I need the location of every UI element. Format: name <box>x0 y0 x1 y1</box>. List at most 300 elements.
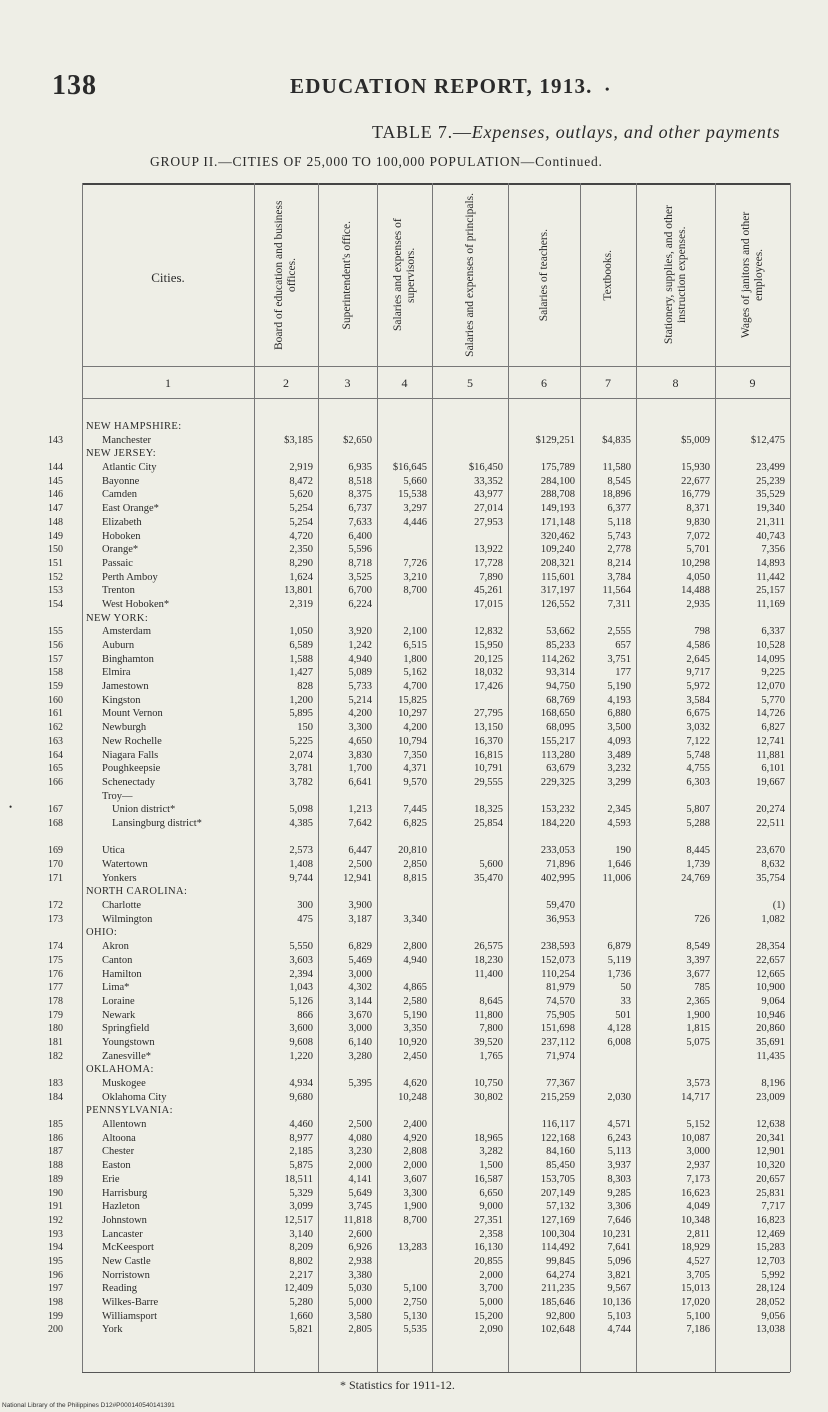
cell-col-9: 19,667 <box>756 776 785 788</box>
cell-col-6: 85,450 <box>546 1160 575 1172</box>
cell-col-4: 5,190 <box>403 1009 427 1021</box>
cell-col-4: 5,100 <box>403 1283 427 1295</box>
city-name: Kingston <box>102 694 141 706</box>
cell-col-4: 4,920 <box>403 1132 427 1144</box>
cell-col-2: 1,427 <box>289 667 313 679</box>
table-caption <box>372 122 780 143</box>
table-row <box>0 1255 828 1269</box>
row-number: 175 <box>48 954 63 966</box>
cell-col-8: 3,584 <box>686 694 710 706</box>
running-title <box>290 74 610 99</box>
state-heading-row <box>0 420 828 434</box>
cell-col-5: 9,000 <box>479 1201 503 1213</box>
cell-col-7: 3,784 <box>607 571 631 583</box>
row-number: 157 <box>48 653 63 665</box>
row-number: 188 <box>48 1160 63 1172</box>
table-row <box>0 844 828 858</box>
row-number: 198 <box>48 1297 63 1309</box>
row-number: 200 <box>48 1324 63 1336</box>
table-row <box>0 749 828 763</box>
cell-col-2: 5,895 <box>289 708 313 720</box>
table-top-rule <box>82 183 790 185</box>
column-header <box>715 190 790 360</box>
cell-col-6: 152,073 <box>540 954 575 966</box>
cell-col-9: 6,101 <box>761 763 785 775</box>
cell-col-9: 10,946 <box>756 1009 785 1021</box>
table-row <box>0 488 828 502</box>
cell-col-5: 17,015 <box>474 598 503 610</box>
cell-col-9: 10,900 <box>756 982 785 994</box>
cell-col-6: 75,905 <box>546 1009 575 1021</box>
cell-col-3: 5,030 <box>348 1283 372 1295</box>
cell-col-3: 5,000 <box>348 1297 372 1309</box>
cell-col-6: 94,750 <box>546 681 575 693</box>
city-name: Mount Vernon <box>102 708 163 720</box>
cell-col-7: 2,345 <box>607 804 631 816</box>
cell-col-3: 3,670 <box>348 1009 372 1021</box>
column-header-label: Salaries of teachers. <box>537 228 550 322</box>
column-header-cities: Cities. <box>151 270 185 285</box>
cell-col-8: 3,705 <box>686 1269 710 1281</box>
cell-col-3: 3,144 <box>348 995 372 1007</box>
cell-col-8: 8,371 <box>686 503 710 515</box>
cell-col-9: 5,770 <box>761 694 785 706</box>
cell-col-2: 8,472 <box>289 475 313 487</box>
cell-col-2: 2,394 <box>289 968 313 980</box>
row-number: 153 <box>48 585 63 597</box>
row-number: 164 <box>48 749 63 761</box>
state-name: NEW YORK: <box>86 612 149 624</box>
city-name: Manchester <box>102 434 151 446</box>
cell-col-7: 7,646 <box>607 1214 631 1226</box>
table-row <box>0 858 828 872</box>
cell-col-7: 3,937 <box>607 1160 631 1172</box>
cell-col-5: 13,150 <box>474 722 503 734</box>
cell-col-5: 27,351 <box>474 1214 503 1226</box>
city-name: Bayonne <box>102 475 140 487</box>
cell-col-9: 12,469 <box>756 1228 785 1240</box>
cell-col-9: 12,741 <box>756 735 785 747</box>
cell-col-3: 3,525 <box>348 571 372 583</box>
table-row <box>0 1228 828 1242</box>
cell-col-7: 9,285 <box>607 1187 631 1199</box>
city-name: Camden <box>102 489 137 501</box>
cell-col-6: 57,132 <box>546 1201 575 1213</box>
cell-col-4: 7,445 <box>403 804 427 816</box>
cell-col-8: 8,549 <box>686 941 710 953</box>
table-row <box>0 598 828 612</box>
cell-col-4: 3,350 <box>403 1023 427 1035</box>
city-name: Jamestown <box>102 681 149 693</box>
cell-col-7: 1,736 <box>607 968 631 980</box>
cell-col-9: 1,082 <box>761 913 785 925</box>
city-name: York <box>102 1324 123 1336</box>
cell-col-9: 11,169 <box>756 598 785 610</box>
row-number: 176 <box>48 968 63 980</box>
cell-col-7: 7,311 <box>607 598 631 610</box>
cell-col-7: 3,821 <box>607 1269 631 1281</box>
row-number: 165 <box>48 763 63 775</box>
row-number: 187 <box>48 1146 63 1158</box>
cell-col-8: 9,830 <box>686 516 710 528</box>
cell-col-4: 6,515 <box>403 640 427 651</box>
cell-col-8: 14,717 <box>681 1091 710 1103</box>
cell-col-8: 2,937 <box>686 1160 710 1172</box>
table-row <box>0 1077 828 1091</box>
table-row <box>0 530 828 544</box>
column-number: 8 <box>672 376 679 390</box>
cell-col-9: 12,638 <box>756 1119 785 1131</box>
row-number: 179 <box>48 1009 63 1021</box>
table-row <box>0 680 828 694</box>
cell-col-4: 5,535 <box>403 1324 427 1336</box>
row-number: 156 <box>48 640 63 651</box>
cell-col-4: 8,700 <box>403 1214 427 1226</box>
cell-col-8: 5,075 <box>686 1036 710 1048</box>
cell-col-4: 15,538 <box>398 489 427 501</box>
cell-col-2: 4,720 <box>289 530 313 542</box>
cell-col-3: 4,200 <box>348 708 372 720</box>
cell-col-5: 18,032 <box>474 667 503 679</box>
cell-col-5: 15,200 <box>474 1310 503 1322</box>
cell-col-9: 6,827 <box>761 722 785 734</box>
cell-col-6: 208,321 <box>540 557 575 569</box>
cell-col-6: 99,845 <box>546 1255 575 1267</box>
cell-col-3: 6,224 <box>348 598 372 610</box>
cell-col-5: 27,795 <box>474 708 503 720</box>
cell-col-2: 3,099 <box>289 1201 313 1213</box>
cell-col-7: 5,119 <box>607 954 631 966</box>
cell-col-9: 21,311 <box>756 516 785 528</box>
cell-col-3: 5,395 <box>348 1078 372 1090</box>
cell-col-4: 2,450 <box>403 1050 427 1062</box>
cell-col-8: 16,623 <box>681 1187 710 1199</box>
cell-col-6: 92,800 <box>546 1310 575 1322</box>
cell-col-2: 5,821 <box>289 1324 313 1336</box>
cell-col-3: 3,380 <box>348 1269 372 1281</box>
row-number: 163 <box>48 735 63 747</box>
cell-col-2: 1,588 <box>289 653 313 665</box>
cell-col-8: 4,527 <box>686 1255 710 1267</box>
cell-col-8: 24,769 <box>681 872 710 884</box>
cell-col-4: 4,371 <box>403 763 427 775</box>
table-row <box>0 913 828 927</box>
header-rule <box>82 366 790 367</box>
cell-col-6: 74,570 <box>546 995 575 1007</box>
row-number: 197 <box>48 1283 63 1295</box>
cell-col-7: 6,243 <box>607 1132 631 1144</box>
table-row <box>0 995 828 1009</box>
city-name: Charlotte <box>102 900 142 912</box>
row-number: 181 <box>48 1036 63 1048</box>
cell-col-8: 3,000 <box>686 1146 710 1158</box>
cell-col-9: 28,354 <box>756 941 785 953</box>
row-number: 170 <box>48 859 63 871</box>
cell-col-8: 1,815 <box>686 1023 710 1035</box>
row-number: 194 <box>48 1242 63 1254</box>
cell-col-7: 6,008 <box>607 1036 631 1048</box>
table-row <box>0 1173 828 1187</box>
table-row <box>0 735 828 749</box>
cell-col-6: 100,304 <box>540 1228 575 1240</box>
row-number: 161 <box>48 708 63 720</box>
cell-col-3: 5,469 <box>348 954 372 966</box>
cell-col-8: 7,173 <box>686 1173 710 1185</box>
cell-col-7: 3,232 <box>607 763 631 775</box>
cell-col-6: 71,974 <box>546 1050 575 1062</box>
cell-col-3: 2,500 <box>348 859 372 871</box>
cell-col-3: 3,230 <box>348 1146 372 1158</box>
table-caption-title: Expenses, outlays, and other payments <box>471 122 781 142</box>
row-number: 195 <box>48 1255 63 1267</box>
table-row <box>0 707 828 721</box>
cell-col-7: 2,555 <box>607 626 631 638</box>
cell-col-9: 16,823 <box>756 1214 785 1226</box>
library-imprint: National Library of the Philippines D12#P000140540141391 <box>2 1402 175 1409</box>
cell-col-2: 5,875 <box>289 1160 313 1172</box>
state-heading-row <box>0 1063 828 1077</box>
cell-col-8: 17,020 <box>681 1297 710 1309</box>
cell-col-7: 4,593 <box>607 817 631 829</box>
table-row <box>0 803 828 817</box>
row-number: 173 <box>48 913 63 925</box>
cell-col-9: 23,499 <box>756 462 785 474</box>
margin-bullet: • <box>9 802 13 812</box>
row-number: 182 <box>48 1050 63 1062</box>
table-row <box>0 666 828 680</box>
cell-col-9: 8,196 <box>761 1078 785 1090</box>
column-header-label: Salaries and expenses of supervisors. <box>391 218 417 332</box>
city-name: Williamsport <box>102 1310 157 1322</box>
cell-col-5: 10,750 <box>474 1078 503 1090</box>
cell-col-7: $4,835 <box>602 434 631 446</box>
cell-col-5: 39,520 <box>474 1036 503 1048</box>
cell-col-8: 5,807 <box>686 804 710 816</box>
city-name: Trenton <box>102 585 135 597</box>
cell-col-9: 6,337 <box>761 626 785 638</box>
cell-col-8: 3,573 <box>686 1078 710 1090</box>
cell-col-2: 3,140 <box>289 1228 313 1240</box>
cell-col-8: 5,152 <box>686 1119 710 1131</box>
cell-col-3: 7,642 <box>348 817 372 829</box>
cell-col-2: 5,280 <box>289 1297 313 1309</box>
cell-col-8: 15,013 <box>681 1283 710 1295</box>
cell-col-5: 27,953 <box>474 516 503 528</box>
cell-col-3: 3,000 <box>348 1023 372 1035</box>
cell-col-6: 153,705 <box>540 1173 575 1185</box>
cell-col-8: 3,397 <box>686 954 710 966</box>
cell-col-5: 11,800 <box>474 1009 503 1021</box>
cell-col-4: 10,297 <box>398 708 427 720</box>
cell-col-2: 3,603 <box>289 954 313 966</box>
table-row <box>0 1282 828 1296</box>
cell-col-2: 5,620 <box>289 489 313 501</box>
cell-col-5: 20,125 <box>474 653 503 665</box>
cell-col-4: 4,200 <box>403 722 427 734</box>
cell-col-6: 114,492 <box>541 1242 575 1254</box>
city-name: Lancaster <box>102 1228 143 1240</box>
cell-col-4: 8,815 <box>403 872 427 884</box>
cell-col-6: 402,995 <box>540 872 575 884</box>
cell-col-2: 150 <box>297 722 313 734</box>
row-number: 162 <box>48 722 63 734</box>
cell-col-5: 16,370 <box>474 735 503 747</box>
table-row <box>0 1269 828 1283</box>
table-row <box>0 968 828 982</box>
cell-col-2: 828 <box>297 681 313 693</box>
table-row <box>0 1159 828 1173</box>
cell-col-8: 15,930 <box>681 462 710 474</box>
cell-col-8: 8,445 <box>686 845 710 857</box>
cell-col-5: 2,090 <box>479 1324 503 1336</box>
cell-col-3: 5,214 <box>348 694 372 706</box>
cell-col-8: 10,087 <box>681 1132 710 1144</box>
column-header <box>254 190 318 360</box>
cell-col-7: 5,103 <box>607 1310 631 1322</box>
table-row <box>0 1009 828 1023</box>
cell-col-5: 17,728 <box>474 557 503 569</box>
table-row <box>0 502 828 516</box>
cell-col-8: 5,972 <box>686 681 710 693</box>
table-row <box>0 434 828 448</box>
cell-col-2: 3,600 <box>289 1023 313 1035</box>
table-row <box>0 1132 828 1146</box>
cell-col-9: 20,657 <box>756 1173 785 1185</box>
cell-col-6: 116,117 <box>541 1119 575 1131</box>
column-number-rule <box>82 398 790 399</box>
cell-col-9: 14,726 <box>756 708 785 720</box>
cell-col-8: 2,811 <box>686 1228 710 1240</box>
row-number: 192 <box>48 1214 63 1226</box>
cell-col-3: 6,737 <box>348 503 372 515</box>
table-row <box>0 981 828 995</box>
state-heading-row <box>0 447 828 461</box>
table-row <box>0 776 828 790</box>
row-number: 189 <box>48 1173 63 1185</box>
city-name: Norristown <box>102 1269 150 1281</box>
table-row <box>0 1310 828 1324</box>
cell-col-9: 20,860 <box>756 1023 785 1035</box>
cell-col-5: 3,282 <box>479 1146 503 1158</box>
cell-col-7: 3,306 <box>607 1201 631 1213</box>
cell-col-7: 3,751 <box>607 653 631 665</box>
cell-col-6: 155,217 <box>540 735 575 747</box>
row-number: 160 <box>48 694 63 706</box>
state-heading-row <box>0 612 828 626</box>
row-number: 184 <box>48 1091 63 1103</box>
cell-col-2: 2,573 <box>289 845 313 857</box>
city-name: Elizabeth <box>102 516 142 528</box>
cell-col-2: 13,801 <box>284 585 313 597</box>
cell-col-9: 11,442 <box>756 571 785 583</box>
cell-col-7: 6,879 <box>607 941 631 953</box>
city-name: Harrisburg <box>102 1187 148 1199</box>
column-header-label: Salaries and expenses of principals. <box>463 193 476 357</box>
cell-col-6: 126,552 <box>540 598 575 610</box>
row-number: 159 <box>48 681 63 693</box>
table-row <box>0 1214 828 1228</box>
table-row <box>0 625 828 639</box>
cell-col-8: 2,365 <box>686 995 710 1007</box>
row-number: 151 <box>48 557 63 569</box>
cell-col-9: 22,657 <box>756 954 785 966</box>
city-name: Hamilton <box>102 968 142 980</box>
row-number: 183 <box>48 1078 63 1090</box>
cell-col-2: 9,744 <box>289 872 313 884</box>
cell-col-3: 2,938 <box>348 1255 372 1267</box>
cell-col-7: 33 <box>620 995 631 1007</box>
cell-col-4: 20,810 <box>398 845 427 857</box>
city-name: Lima* <box>102 982 130 994</box>
cell-col-9: 28,052 <box>756 1297 785 1309</box>
row-number: 177 <box>48 982 63 994</box>
city-name: Erie <box>102 1173 120 1185</box>
cell-col-5: 43,977 <box>474 489 503 501</box>
table-row <box>0 1118 828 1132</box>
cell-col-5: 27,014 <box>474 503 503 515</box>
cell-col-7: 177 <box>615 667 631 679</box>
cell-col-3: 3,280 <box>348 1050 372 1062</box>
cell-col-6: 68,769 <box>546 694 575 706</box>
cell-col-8: 6,675 <box>686 708 710 720</box>
city-name: Canton <box>102 954 133 966</box>
cell-col-9: 9,064 <box>761 995 785 1007</box>
table-row <box>0 694 828 708</box>
cell-col-3: 7,633 <box>348 516 372 528</box>
cell-col-5: 16,815 <box>474 749 503 761</box>
row-number: 154 <box>48 598 63 610</box>
cell-col-9: 12,665 <box>756 968 785 980</box>
city-name: Poughkeepsie <box>102 763 161 775</box>
cell-col-6: 59,470 <box>546 900 575 912</box>
cell-col-5: 1,765 <box>479 1050 503 1062</box>
city-name: New Rochelle <box>102 735 162 747</box>
cell-col-2: 2,185 <box>289 1146 313 1158</box>
table-row <box>0 571 828 585</box>
cell-col-6: 114,262 <box>541 653 575 665</box>
cell-col-8: 2,935 <box>686 598 710 610</box>
cell-col-5: 18,230 <box>474 954 503 966</box>
cell-col-2: $3,185 <box>284 434 313 446</box>
column-header <box>318 190 377 360</box>
city-name: Easton <box>102 1160 131 1172</box>
cell-col-7: 18,896 <box>602 489 631 501</box>
cell-col-8: 5,701 <box>686 544 710 556</box>
column-header <box>377 190 432 360</box>
city-name: Hazleton <box>102 1201 140 1213</box>
row-number: 191 <box>48 1201 63 1213</box>
row-number: 143 <box>48 434 63 446</box>
row-number: 155 <box>48 626 63 638</box>
cell-col-3: 12,941 <box>343 872 372 884</box>
cell-col-7: 4,744 <box>607 1324 631 1336</box>
cell-col-4: 15,825 <box>398 694 427 706</box>
cell-col-4: 7,726 <box>403 557 427 569</box>
cell-col-9: (1) <box>772 900 785 912</box>
cell-col-9: 9,056 <box>761 1310 785 1322</box>
column-header <box>432 190 508 360</box>
cell-col-2: 4,385 <box>289 817 313 829</box>
cell-col-2: 1,660 <box>289 1310 313 1322</box>
cell-col-7: 657 <box>615 640 631 651</box>
cell-col-3: 4,141 <box>348 1173 372 1185</box>
cell-col-4: $16,645 <box>392 462 427 474</box>
cell-col-9: $12,475 <box>750 434 785 446</box>
cell-col-8: 1,900 <box>686 1009 710 1021</box>
cell-col-3: 8,375 <box>348 489 372 501</box>
row-number: 172 <box>48 900 63 912</box>
city-name: East Orange* <box>102 503 159 515</box>
